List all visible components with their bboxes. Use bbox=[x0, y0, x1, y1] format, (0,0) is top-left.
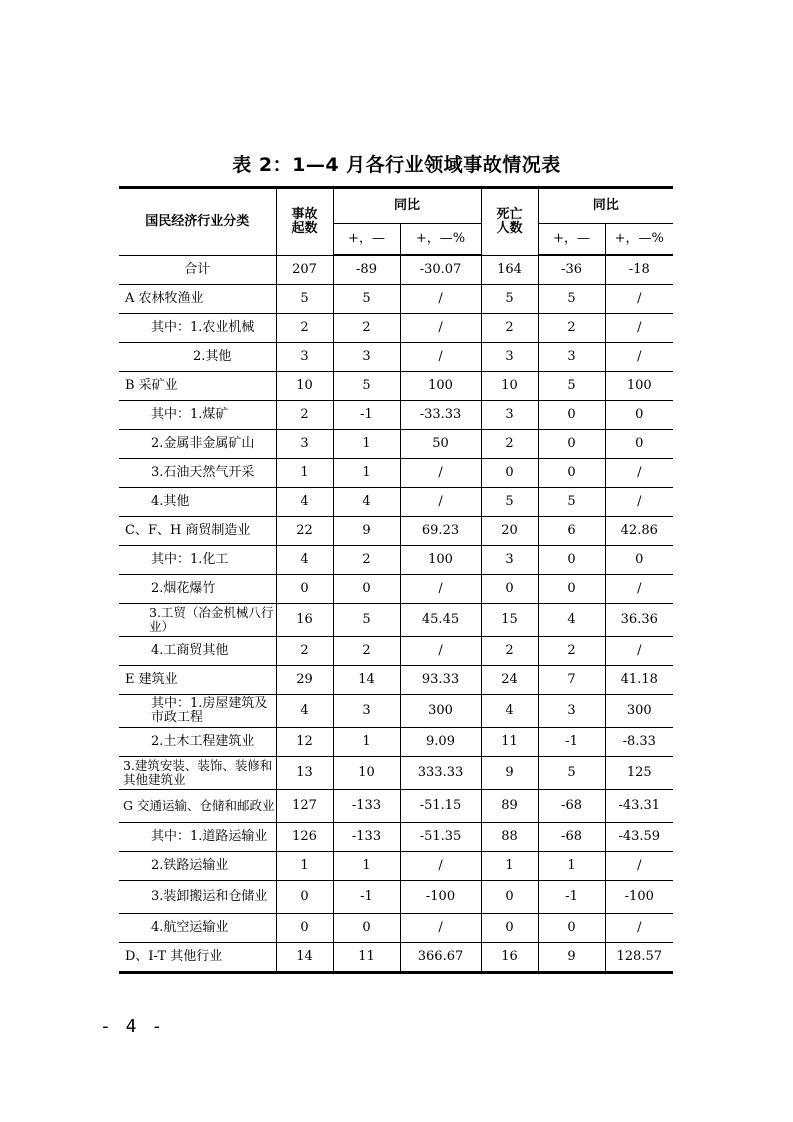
cell-accidents-change: 5 bbox=[333, 371, 400, 400]
cell-accidents: 4 bbox=[276, 694, 333, 727]
cell-accidents-change: 0 bbox=[333, 574, 400, 603]
cell-deaths: 3 bbox=[481, 342, 538, 371]
cell-accidents: 127 bbox=[276, 789, 333, 822]
cell-deaths-pct: 0 bbox=[605, 545, 673, 574]
cell-accidents-pct: -100 bbox=[400, 880, 481, 913]
accident-table bbox=[119, 189, 673, 971]
cell-deaths: 0 bbox=[481, 880, 538, 913]
header-yoy-deaths: 同比 bbox=[538, 189, 673, 223]
cell-deaths: 5 bbox=[481, 284, 538, 313]
cell-deaths-pct: / bbox=[605, 851, 673, 880]
cell-deaths: 11 bbox=[481, 727, 538, 756]
row-category: 其中：1.煤矿 bbox=[119, 400, 276, 429]
page-number: - 4 - bbox=[100, 1016, 165, 1037]
row-category: C、F、H 商贸制造业 bbox=[119, 516, 276, 545]
table-row bbox=[119, 880, 673, 913]
cell-accidents-pct: / bbox=[400, 284, 481, 313]
table-row bbox=[119, 313, 673, 342]
cell-deaths-pct: 0 bbox=[605, 400, 673, 429]
row-category: 4.工商贸其他 bbox=[119, 636, 276, 665]
row-category: 3.装卸搬运和仓储业 bbox=[119, 880, 276, 913]
cell-deaths-change: -1 bbox=[538, 727, 605, 756]
table-row bbox=[119, 694, 673, 727]
cell-deaths-change: 1 bbox=[538, 851, 605, 880]
table-body bbox=[119, 255, 673, 971]
cell-accidents: 1 bbox=[276, 458, 333, 487]
header-yoy-accidents: 同比 bbox=[333, 189, 481, 223]
header-accidents bbox=[276, 189, 333, 255]
cell-accidents-pct: / bbox=[400, 313, 481, 342]
row-category: G 交通运输、仓储和邮政业 bbox=[119, 789, 276, 822]
cell-deaths-pct: / bbox=[605, 636, 673, 665]
cell-deaths-change: 2 bbox=[538, 313, 605, 342]
cell-accidents-change: 5 bbox=[333, 284, 400, 313]
cell-deaths-pct: / bbox=[605, 458, 673, 487]
cell-deaths-pct: 36.36 bbox=[605, 603, 673, 636]
header-pm-2: +，— bbox=[538, 223, 605, 255]
cell-deaths-change: 0 bbox=[538, 429, 605, 458]
cell-deaths-pct: 0 bbox=[605, 429, 673, 458]
table-row bbox=[119, 371, 673, 400]
cell-deaths: 0 bbox=[481, 574, 538, 603]
cell-deaths-change: 0 bbox=[538, 458, 605, 487]
cell-accidents: 13 bbox=[276, 756, 333, 789]
cell-accidents-pct: 100 bbox=[400, 545, 481, 574]
cell-accidents-change: 1 bbox=[333, 727, 400, 756]
row-category: 其中：1.房屋建筑及市政工程 bbox=[119, 694, 276, 727]
cell-accidents: 0 bbox=[276, 880, 333, 913]
cell-accidents-pct: -51.35 bbox=[400, 822, 481, 851]
cell-accidents-pct: / bbox=[400, 851, 481, 880]
row-category: 其中：1.化工 bbox=[119, 545, 276, 574]
table-row bbox=[119, 942, 673, 971]
cell-deaths: 164 bbox=[481, 255, 538, 284]
cell-deaths: 3 bbox=[481, 545, 538, 574]
cell-accidents-pct: 69.23 bbox=[400, 516, 481, 545]
header-pm-1: +，— bbox=[333, 223, 400, 255]
header-deaths-text: 死亡人数 bbox=[496, 206, 523, 236]
cell-deaths: 20 bbox=[481, 516, 538, 545]
cell-deaths-change: 0 bbox=[538, 545, 605, 574]
table-row bbox=[119, 545, 673, 574]
cell-accidents-change: 3 bbox=[333, 694, 400, 727]
header-category: 国民经济行业分类 bbox=[119, 189, 276, 255]
cell-deaths: 1 bbox=[481, 851, 538, 880]
cell-accidents-pct: 45.45 bbox=[400, 603, 481, 636]
cell-deaths: 2 bbox=[481, 313, 538, 342]
cell-deaths: 9 bbox=[481, 756, 538, 789]
cell-deaths-pct: 125 bbox=[605, 756, 673, 789]
table-row bbox=[119, 342, 673, 371]
cell-deaths-change: -68 bbox=[538, 789, 605, 822]
accident-table-frame bbox=[119, 186, 673, 974]
cell-deaths: 4 bbox=[481, 694, 538, 727]
cell-accidents-pct: / bbox=[400, 458, 481, 487]
cell-accidents: 14 bbox=[276, 942, 333, 971]
cell-deaths-pct: / bbox=[605, 574, 673, 603]
cell-accidents: 2 bbox=[276, 400, 333, 429]
cell-deaths: 0 bbox=[481, 913, 538, 942]
row-category: 其中：1.农业机械 bbox=[119, 313, 276, 342]
cell-accidents: 4 bbox=[276, 487, 333, 516]
cell-accidents-pct: / bbox=[400, 913, 481, 942]
cell-accidents: 10 bbox=[276, 371, 333, 400]
cell-accidents-change: 1 bbox=[333, 458, 400, 487]
cell-deaths-pct: 41.18 bbox=[605, 665, 673, 694]
cell-accidents: 2 bbox=[276, 313, 333, 342]
cell-accidents-pct: 366.67 bbox=[400, 942, 481, 971]
table-row bbox=[119, 822, 673, 851]
row-category: 4.航空运输业 bbox=[119, 913, 276, 942]
table-row bbox=[119, 284, 673, 313]
table-row bbox=[119, 636, 673, 665]
cell-deaths-pct: / bbox=[605, 284, 673, 313]
cell-accidents: 3 bbox=[276, 429, 333, 458]
cell-deaths: 15 bbox=[481, 603, 538, 636]
cell-deaths-pct: -43.31 bbox=[605, 789, 673, 822]
row-category: 2.铁路运输业 bbox=[119, 851, 276, 880]
cell-deaths-change: 5 bbox=[538, 756, 605, 789]
cell-accidents: 2 bbox=[276, 636, 333, 665]
header-pct-1: +，—% bbox=[400, 223, 481, 255]
cell-accidents-change: -89 bbox=[333, 255, 400, 284]
cell-accidents-change: 9 bbox=[333, 516, 400, 545]
cell-accidents: 4 bbox=[276, 545, 333, 574]
cell-deaths: 2 bbox=[481, 429, 538, 458]
cell-accidents: 3 bbox=[276, 342, 333, 371]
cell-accidents-pct: -30.07 bbox=[400, 255, 481, 284]
cell-accidents: 1 bbox=[276, 851, 333, 880]
row-category: 2.其他 bbox=[119, 342, 276, 371]
cell-deaths: 3 bbox=[481, 400, 538, 429]
cell-deaths: 10 bbox=[481, 371, 538, 400]
row-category: A 农林牧渔业 bbox=[119, 284, 276, 313]
row-category: 2.土木工程建筑业 bbox=[119, 727, 276, 756]
cell-deaths-pct: -8.33 bbox=[605, 727, 673, 756]
cell-deaths-pct: / bbox=[605, 313, 673, 342]
header-accidents-text: 事故起数 bbox=[291, 206, 318, 236]
cell-accidents-change: 1 bbox=[333, 851, 400, 880]
table-row bbox=[119, 487, 673, 516]
cell-deaths-pct: / bbox=[605, 342, 673, 371]
cell-accidents: 126 bbox=[276, 822, 333, 851]
table-row bbox=[119, 458, 673, 487]
cell-accidents-change: 4 bbox=[333, 487, 400, 516]
table-row bbox=[119, 603, 673, 636]
cell-deaths: 0 bbox=[481, 458, 538, 487]
row-category: 3.工贸（冶金机械八行业） bbox=[119, 603, 276, 636]
table-row bbox=[119, 574, 673, 603]
cell-deaths-pct: 42.86 bbox=[605, 516, 673, 545]
header-deaths bbox=[481, 189, 538, 255]
row-category: 合计 bbox=[119, 255, 276, 284]
cell-accidents-pct: / bbox=[400, 487, 481, 516]
cell-accidents-pct: -33.33 bbox=[400, 400, 481, 429]
cell-deaths-change: -36 bbox=[538, 255, 605, 284]
row-category: 4.其他 bbox=[119, 487, 276, 516]
cell-deaths-change: 0 bbox=[538, 400, 605, 429]
cell-deaths-change: 3 bbox=[538, 694, 605, 727]
table-row bbox=[119, 756, 673, 789]
table-row bbox=[119, 400, 673, 429]
row-category: D、I-T 其他行业 bbox=[119, 942, 276, 971]
cell-accidents-change: -133 bbox=[333, 822, 400, 851]
cell-accidents: 16 bbox=[276, 603, 333, 636]
cell-accidents-change: 10 bbox=[333, 756, 400, 789]
cell-accidents-change: -1 bbox=[333, 880, 400, 913]
cell-accidents-change: 11 bbox=[333, 942, 400, 971]
cell-accidents-change: 2 bbox=[333, 313, 400, 342]
cell-accidents-change: 14 bbox=[333, 665, 400, 694]
cell-accidents-pct: / bbox=[400, 574, 481, 603]
table-row bbox=[119, 727, 673, 756]
cell-accidents-change: -1 bbox=[333, 400, 400, 429]
cell-deaths-change: 4 bbox=[538, 603, 605, 636]
cell-deaths-pct: / bbox=[605, 487, 673, 516]
row-category: 3.石油天然气开采 bbox=[119, 458, 276, 487]
cell-accidents-pct: 333.33 bbox=[400, 756, 481, 789]
cell-deaths-change: 0 bbox=[538, 574, 605, 603]
cell-accidents: 0 bbox=[276, 574, 333, 603]
cell-accidents: 22 bbox=[276, 516, 333, 545]
cell-deaths: 24 bbox=[481, 665, 538, 694]
cell-deaths: 2 bbox=[481, 636, 538, 665]
row-category: B 采矿业 bbox=[119, 371, 276, 400]
cell-deaths-change: 9 bbox=[538, 942, 605, 971]
cell-deaths-pct: -100 bbox=[605, 880, 673, 913]
cell-accidents: 29 bbox=[276, 665, 333, 694]
table-row bbox=[119, 665, 673, 694]
cell-deaths-change: 5 bbox=[538, 371, 605, 400]
cell-deaths: 88 bbox=[481, 822, 538, 851]
cell-deaths-change: 5 bbox=[538, 487, 605, 516]
cell-accidents-pct: 9.09 bbox=[400, 727, 481, 756]
cell-accidents-change: 2 bbox=[333, 545, 400, 574]
cell-accidents-pct: 300 bbox=[400, 694, 481, 727]
table-row bbox=[119, 851, 673, 880]
cell-deaths-pct: -18 bbox=[605, 255, 673, 284]
cell-accidents-change: -133 bbox=[333, 789, 400, 822]
cell-accidents-pct: 50 bbox=[400, 429, 481, 458]
cell-accidents-pct: / bbox=[400, 342, 481, 371]
cell-accidents: 5 bbox=[276, 284, 333, 313]
row-category: 3.建筑安装、装饰、装修和其他建筑业 bbox=[119, 756, 276, 789]
cell-accidents-pct: 100 bbox=[400, 371, 481, 400]
cell-deaths-change: 5 bbox=[538, 284, 605, 313]
cell-deaths-pct: 100 bbox=[605, 371, 673, 400]
cell-deaths-pct: -43.59 bbox=[605, 822, 673, 851]
cell-accidents: 207 bbox=[276, 255, 333, 284]
cell-accidents: 12 bbox=[276, 727, 333, 756]
row-category: 2.烟花爆竹 bbox=[119, 574, 276, 603]
cell-deaths: 5 bbox=[481, 487, 538, 516]
table-row bbox=[119, 913, 673, 942]
header-pct-2: +，—% bbox=[605, 223, 673, 255]
cell-accidents-change: 1 bbox=[333, 429, 400, 458]
cell-deaths-change: 3 bbox=[538, 342, 605, 371]
cell-deaths-change: 6 bbox=[538, 516, 605, 545]
table-row bbox=[119, 429, 673, 458]
row-category: 2.金属非金属矿山 bbox=[119, 429, 276, 458]
table-row bbox=[119, 516, 673, 545]
cell-deaths-pct: 300 bbox=[605, 694, 673, 727]
row-category: 其中：1.道路运输业 bbox=[119, 822, 276, 851]
table-row bbox=[119, 789, 673, 822]
cell-accidents-change: 5 bbox=[333, 603, 400, 636]
cell-accidents-change: 0 bbox=[333, 913, 400, 942]
cell-accidents-pct: -51.15 bbox=[400, 789, 481, 822]
table-title: 表 2：1—4 月各行业领域事故情况表 bbox=[232, 154, 561, 176]
table-row bbox=[119, 255, 673, 284]
cell-deaths-change: -1 bbox=[538, 880, 605, 913]
cell-accidents-pct: / bbox=[400, 636, 481, 665]
cell-deaths-pct: / bbox=[605, 913, 673, 942]
cell-accidents-change: 2 bbox=[333, 636, 400, 665]
cell-accidents-change: 3 bbox=[333, 342, 400, 371]
row-category: E 建筑业 bbox=[119, 665, 276, 694]
cell-deaths-change: -68 bbox=[538, 822, 605, 851]
cell-deaths: 16 bbox=[481, 942, 538, 971]
cell-accidents-pct: 93.33 bbox=[400, 665, 481, 694]
cell-deaths-change: 0 bbox=[538, 913, 605, 942]
cell-deaths-change: 7 bbox=[538, 665, 605, 694]
cell-deaths: 89 bbox=[481, 789, 538, 822]
cell-accidents: 0 bbox=[276, 913, 333, 942]
cell-deaths-change: 2 bbox=[538, 636, 605, 665]
cell-deaths-pct: 128.57 bbox=[605, 942, 673, 971]
